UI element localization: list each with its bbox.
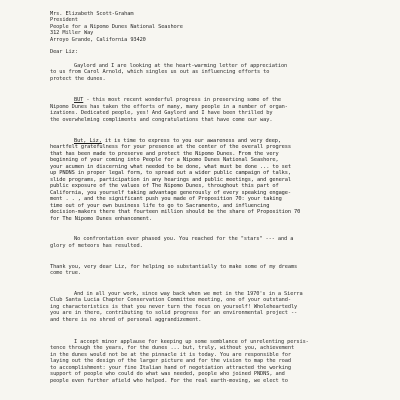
para3-line: your acumen in discerning what needed to be done, what must be done ... to set <box>50 164 291 170</box>
recipient-org: People for a Nipomo Dunes National Seashore <box>50 24 183 30</box>
para3-line: ment . . , and the significant push you made of Proposition 70: your taking <box>50 196 282 202</box>
para7-line: to accomplishment: your fine Italian hand of negotiation attracted the working <box>50 365 291 371</box>
para2-first-rest: - this most recent wonderful progress in preserving some of the <box>83 97 281 103</box>
para1-line: protect the dunes. <box>50 76 106 82</box>
para1-line: to us from Carol Arnold, which singles us out as influencing efforts to <box>50 69 270 75</box>
para2-line: the overwhelming compliments and congratulations that have come our way. <box>50 117 273 123</box>
para7-line: people even further afield who helped. For the real earth-moving, we elect to <box>50 378 288 384</box>
recipient-title: President <box>50 17 78 23</box>
para7-line: I accept minor applause for keeping up some semblance of unrelenting persis- <box>74 339 309 345</box>
para3-line: decision-makers there that fourteen million should be the share of Proposition 70 <box>50 209 301 215</box>
para2-line: Nipomo Dunes has taken the efforts of many, many people in a number of organ- <box>50 104 288 110</box>
para1-line: Gaylord and I are looking at the heart-warming letter of appreciation <box>74 63 288 69</box>
para4-line: glory of meteors has resulted. <box>50 243 143 249</box>
para3-lead: But, Liz, <box>74 138 102 144</box>
para2-line: izations. Dedicated people, yes! And Gaylord and I have been thrilled by <box>50 110 273 116</box>
para3-line: public exposure of the values of The Nipomo Dunes, throughout this part of <box>50 183 279 189</box>
para5-line: come true. <box>50 270 81 276</box>
para3-line: heartfelt gratefulness for your presence at the center of the overall progress <box>50 144 291 150</box>
para6-line: and there is no shred of personal aggrandizement. <box>50 317 202 323</box>
para7-line: in the dunes would not be at the pinnacle it is today. You are responsible for <box>50 352 291 358</box>
para2-lead: BUT <box>74 97 84 103</box>
recipient-name: Mrs. Elizabeth Scott-Graham <box>50 11 134 17</box>
para2-first-line <box>74 97 281 103</box>
para3-first-rest: it is time to express to you our awareness and very deep, <box>101 138 281 144</box>
recipient-street: 312 Miller Way <box>50 30 94 36</box>
recipient-city: Arroyo Grande, California 93420 <box>50 37 146 43</box>
para3-line: time out of your own business life to go to Sacramento, and influencing <box>50 203 270 209</box>
para7-line: laying out the design of the larger picture and for the vision to map the road <box>50 358 291 364</box>
para3-line: beginning of your coming into People for a Nipomo Dunes National Seashore, <box>50 157 279 163</box>
para7-line: support of people who could do what was needed, people who joined PNDNS, and <box>50 371 285 377</box>
para6-line: Club Santa Lucia Chapter Conservation Committee meeting, one of your outstand- <box>50 297 291 303</box>
para6-line: ing characteristics is that you never turn the focus on yourself! Wholeheartedly <box>50 304 298 310</box>
para3-line: up PNDNS in proper legal form, to spread out a wider public campaign of talks, <box>50 170 291 176</box>
para6-line: you are in there, contributing to solid progress for an environmental project -- <box>50 310 298 316</box>
para4-line: No confrontation ever phased you. You reached for the "stars" --- and a <box>74 236 294 242</box>
para3-line: that has been made to preserve and protect the Nipomo Dunes. From the very <box>50 151 279 157</box>
para3-line: slide programs, participation in any hearings and public meetings, and general <box>50 177 291 183</box>
para5-line: Thank you, very dear Liz, for helping so substantially to make some of my dreams <box>50 264 298 270</box>
para3-line: California, you yourself taking advantage generously of every speaking engage- <box>50 190 291 196</box>
para7-line: tence through the years, for the dunes ... but, truly, without you, achievement <box>50 345 295 351</box>
para3-line: for The Nipomo Dunes enhancement. <box>50 216 152 222</box>
para6-line: And in all your work, since way back when we met in the 1970's in a Sierra <box>74 291 303 297</box>
salutation: Dear Liz: <box>50 49 78 55</box>
